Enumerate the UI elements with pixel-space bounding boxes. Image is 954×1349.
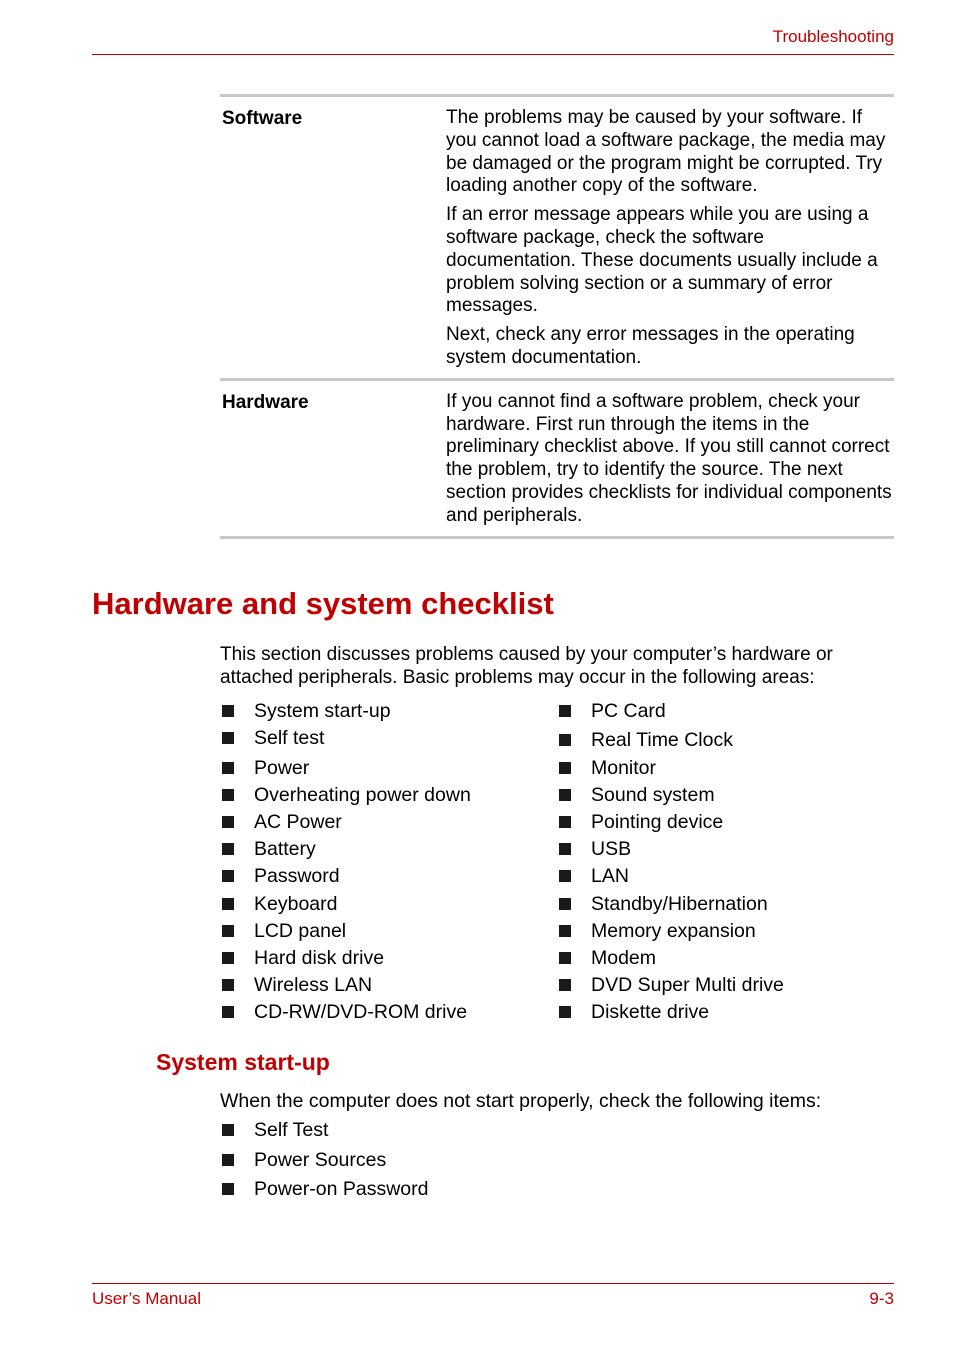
section-intro: This section discusses problems caused by your computer’s hardware or attached peripherals. Basic problems may occur in the following areas: — [220, 644, 833, 688]
square-bullet-icon — [222, 789, 234, 801]
troubleshooting-table — [220, 94, 894, 539]
square-bullet-icon — [559, 705, 571, 717]
square-bullet-icon — [559, 734, 571, 746]
square-bullet-icon — [222, 843, 234, 855]
subsection-intro: When the computer does not start properly, check the following items: — [220, 1090, 822, 1112]
square-bullet-icon — [559, 1006, 571, 1018]
row-label: Software — [222, 108, 303, 129]
header-rule — [92, 54, 894, 55]
square-bullet-icon — [222, 979, 234, 991]
square-bullet-icon — [222, 816, 234, 828]
list-item-label: Keyboard — [254, 893, 338, 915]
list-item-label: DVD Super Multi drive — [591, 974, 784, 996]
square-bullet-icon — [222, 870, 234, 882]
list-item-label: LAN — [591, 865, 629, 887]
list-item-label: Overheating power down — [254, 784, 471, 806]
square-bullet-icon — [222, 1154, 234, 1166]
subsection-heading: System start-up — [156, 1049, 330, 1075]
list-item-label: Power Sources — [254, 1149, 387, 1171]
list-item-label: System start-up — [254, 700, 391, 722]
square-bullet-icon — [559, 898, 571, 910]
square-bullet-icon — [559, 925, 571, 937]
list-item-label: Wireless LAN — [254, 974, 373, 996]
square-bullet-icon — [222, 1006, 234, 1018]
list-item-label: Battery — [254, 838, 316, 860]
running-header: Troubleshooting — [772, 27, 894, 46]
list-item-label: Modem — [591, 947, 657, 969]
list-item-label: AC Power — [254, 811, 342, 833]
square-bullet-icon — [559, 952, 571, 964]
list-item-label: Real Time Clock — [591, 729, 733, 751]
list-item-label: Diskette drive — [591, 1001, 710, 1023]
square-bullet-icon — [222, 1124, 234, 1136]
square-bullet-icon — [222, 732, 234, 744]
list-item-label: Memory expansion — [591, 920, 756, 942]
square-bullet-icon — [559, 870, 571, 882]
square-bullet-icon — [222, 1183, 234, 1195]
paragraph: The problems may be caused by your software. If you cannot load a software package, the media may be damaged or the program might be corrupted. Try loading another copy of the software. — [446, 107, 886, 197]
list-item-label: Sound system — [591, 784, 715, 806]
square-bullet-icon — [222, 898, 234, 910]
square-bullet-icon — [222, 952, 234, 964]
paragraph: If an error message appears while you are using a software package, check the software documentation. These documents usually include a problem solving section or a summary of error messages. — [446, 204, 878, 317]
list-item-label: Standby/Hibernation — [591, 893, 768, 915]
row-description — [446, 107, 894, 370]
list-item-label: Self test — [254, 727, 325, 749]
list-item-label: CD-RW/DVD-ROM drive — [254, 1001, 468, 1023]
list-item-label: LCD panel — [254, 920, 347, 942]
square-bullet-icon — [222, 762, 234, 774]
square-bullet-icon — [559, 843, 571, 855]
list-item-label: USB — [591, 838, 632, 860]
square-bullet-icon — [222, 925, 234, 937]
list-item-label: Self Test — [254, 1119, 329, 1141]
list-item-label: Password — [254, 865, 340, 887]
list-item-label: PC Card — [591, 700, 666, 722]
section-heading: Hardware and system checklist — [92, 586, 554, 621]
table-row-hardware — [220, 378, 894, 539]
table-row-software — [220, 94, 894, 378]
square-bullet-icon — [559, 816, 571, 828]
paragraph: If you cannot find a software problem, check your hardware. First run through the items in the preliminary checklist above. If you still cannot correct the problem, try to identify the source. The next section provides checklists for individual components and peripherals. — [446, 390, 892, 526]
list-item-label: Pointing device — [591, 811, 724, 833]
list-item-label: Power-on Password — [254, 1178, 429, 1200]
list-item-label: Power — [254, 757, 310, 779]
list-item-label: Hard disk drive — [254, 947, 385, 969]
square-bullet-icon — [559, 979, 571, 991]
footer-rule — [92, 1283, 894, 1284]
square-bullet-icon — [559, 762, 571, 774]
square-bullet-icon — [559, 789, 571, 801]
row-description — [446, 391, 894, 528]
list-item-label: Monitor — [591, 757, 657, 779]
square-bullet-icon — [222, 705, 234, 717]
paragraph: Next, check any error messages in the operating system documentation. — [446, 324, 855, 368]
page-number: 9-3 — [869, 1289, 894, 1308]
footer-manual-title: User’s Manual — [92, 1289, 201, 1308]
row-label: Hardware — [222, 391, 309, 413]
